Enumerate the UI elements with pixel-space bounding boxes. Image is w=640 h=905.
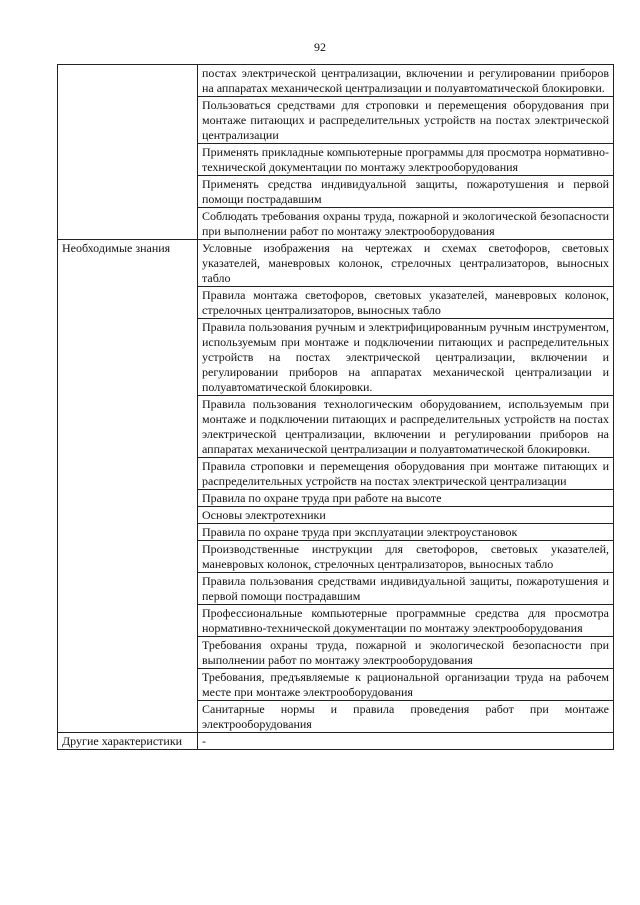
page-number: 92 [314,40,326,54]
table-row [58,240,614,287]
cell-text: Санитарные нормы и правила проведения работ при монтаже электрооборудования [202,702,609,731]
table-cell [198,524,614,541]
table-cell [198,65,614,97]
table-cell [198,507,614,524]
table-cell [198,701,614,733]
cell-text: Правила по охране труда при эксплуатации электроустановок [202,525,518,539]
table-cell [198,287,614,319]
table-cell [198,637,614,669]
cell-text: Профессиональные компьютерные программные средства для просмотра нормативно-технической документации по монтажу электрооборудования [202,606,609,635]
table-cell [198,458,614,490]
table-row [58,733,614,750]
table-cell [198,541,614,573]
cell-text: Правила пользования ручным и электрифицированным ручным инструментом, используемым при монтаже и подключении питающих и распределительных устройств на постах электрической централизации, включении и регулировании приборов на аппаратах механической централизации и полуавтоматической блокировки. [202,320,609,394]
cell-text: Требования, предъявляемые к рациональной организации труда на рабочем месте при монтаже электрооборудования [202,670,609,699]
cell-text: Правила монтажа светофоров, световых указателей, маневровых колонок, стрелочных централизаторов, выносных табло [202,288,609,317]
other-value: - [198,733,614,750]
cell-text: Правила по охране труда при работе на высоте [202,491,442,505]
requirements-table [57,64,614,750]
cell-text: Пользоваться средствами для строповки и перемещения оборудования при монтаже питающих и распределительных устройств на постах электрической централизации [202,98,609,142]
cell-text: Требования охраны труда, пожарной и экологической безопасности при выполнении работ по монтажу электрооборудования [202,638,609,667]
table-cell [198,396,614,458]
cell-text: Соблюдать требования охраны труда, пожарной и экологической безопасности при выполнении работ по монтажу электрооборудования [202,209,609,238]
table-cell [198,319,614,396]
cell-text: Применять средства индивидуальной защиты, пожаротушения и первой помощи пострадавшим [202,177,609,206]
cell-text: Применять прикладные компьютерные программы для просмотра нормативно-технической документации по монтажу электрооборудования [202,145,609,174]
cell-text: Правила пользования средствами индивидуальной защиты, пожаротушения и первой помощи пострадавшим [202,574,609,603]
table-cell [198,97,614,144]
table-cell [198,605,614,637]
table-cell [198,240,614,287]
cell-text: Производственные инструкции для светофоров, световых указателей, маневровых колонок, стрелочных централизаторов, выносных табло [202,542,609,571]
cell-text: Условные изображения на чертежах и схемах светофоров, световых указателей, маневровых колонок, стрелочных централизаторов, выносных табло [202,241,609,285]
table-cell [198,669,614,701]
table-row [58,65,614,97]
table-cell [198,573,614,605]
empty-label-cell [58,65,198,240]
table-cell [198,490,614,507]
cell-text: Правила пользования технологическим оборудованием, используемым при монтаже и подключении питающих и распределительных устройств на постах электрической централизации, включении и регулировании приборов на аппаратах механической централизации и полуавтоматической блокировки. [202,397,609,456]
cell-text: Основы электротехники [202,508,326,522]
other-label: Другие характеристики [58,733,198,750]
knowledge-label: Необходимые знания [58,240,198,733]
table-cell [198,144,614,176]
cell-text: Правила строповки и перемещения оборудования при монтаже питающих и распределительных устройств на постах электрической централизации [202,459,609,488]
table-cell [198,208,614,240]
table-cell [198,176,614,208]
cell-text: постах электрической централизации, включении и регулировании приборов на аппаратах механической централизации и полуавтоматической блокировки. [202,66,609,95]
